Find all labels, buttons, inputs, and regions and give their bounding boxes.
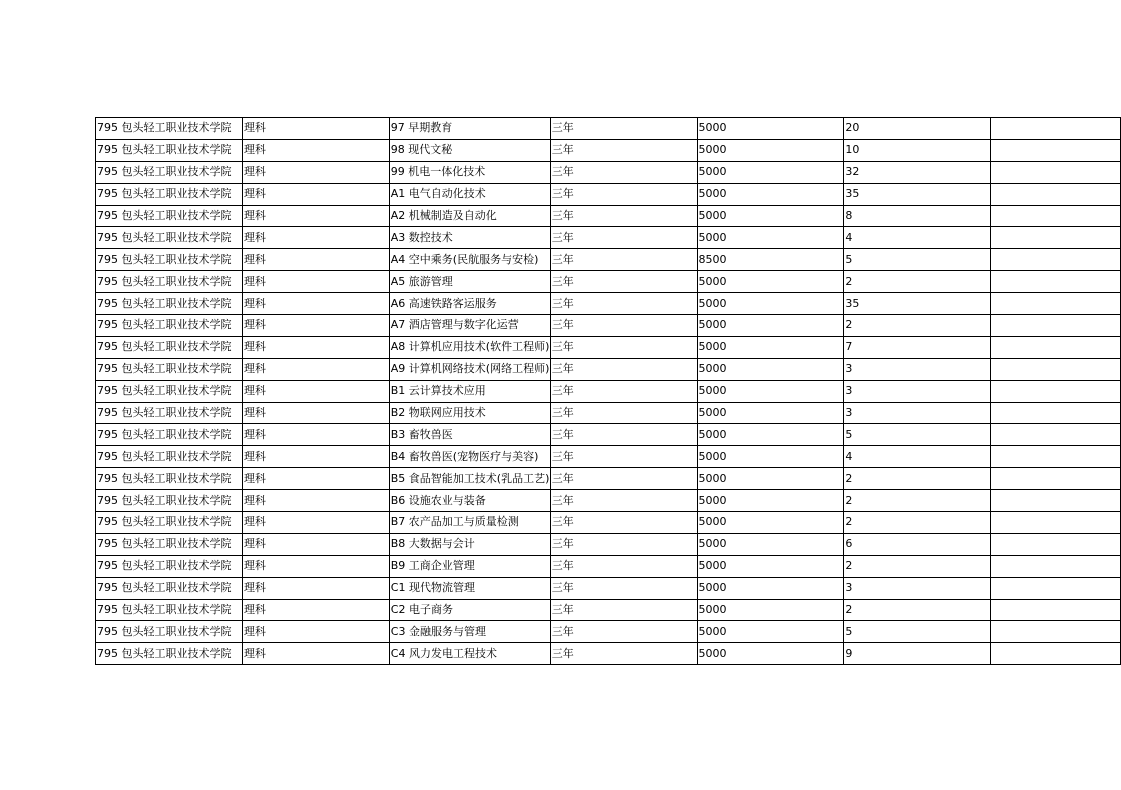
empty-cell xyxy=(991,249,1121,271)
table-row xyxy=(96,402,1121,424)
years-cell: 三年 xyxy=(550,227,697,249)
quota-cell: 20 xyxy=(844,118,991,140)
table-row xyxy=(96,446,1121,468)
quota-cell: 10 xyxy=(844,139,991,161)
years-cell: 三年 xyxy=(550,533,697,555)
category-cell: 理科 xyxy=(242,249,389,271)
category-cell: 理科 xyxy=(242,183,389,205)
table-row xyxy=(96,249,1121,271)
years-cell: 三年 xyxy=(550,380,697,402)
years-cell: 三年 xyxy=(550,205,697,227)
table-row xyxy=(96,293,1121,315)
quota-cell: 2 xyxy=(844,555,991,577)
school-cell: 795 包头轻工职业技术学院 xyxy=(96,336,243,358)
table-row xyxy=(96,577,1121,599)
table-row xyxy=(96,599,1121,621)
category-cell: 理科 xyxy=(242,621,389,643)
years-cell: 三年 xyxy=(550,424,697,446)
school-cell: 795 包头轻工职业技术学院 xyxy=(96,380,243,402)
fee-cell: 5000 xyxy=(697,139,844,161)
empty-cell xyxy=(991,161,1121,183)
category-cell: 理科 xyxy=(242,577,389,599)
fee-cell: 5000 xyxy=(697,402,844,424)
table-row xyxy=(96,380,1121,402)
school-cell: 795 包头轻工职业技术学院 xyxy=(96,555,243,577)
school-cell: 795 包头轻工职业技术学院 xyxy=(96,205,243,227)
major-cell: A5 旅游管理 xyxy=(389,271,550,293)
category-cell: 理科 xyxy=(242,271,389,293)
empty-cell xyxy=(991,490,1121,512)
empty-cell xyxy=(991,555,1121,577)
category-cell: 理科 xyxy=(242,380,389,402)
years-cell: 三年 xyxy=(550,577,697,599)
category-cell: 理科 xyxy=(242,533,389,555)
major-cell: A1 电气自动化技术 xyxy=(389,183,550,205)
quota-cell: 2 xyxy=(844,599,991,621)
fee-cell: 5000 xyxy=(697,118,844,140)
quota-cell: 9 xyxy=(844,643,991,665)
fee-cell: 5000 xyxy=(697,183,844,205)
fee-cell: 5000 xyxy=(697,358,844,380)
school-cell: 795 包头轻工职业技术学院 xyxy=(96,139,243,161)
empty-cell xyxy=(991,205,1121,227)
school-cell: 795 包头轻工职业技术学院 xyxy=(96,293,243,315)
fee-cell: 5000 xyxy=(697,227,844,249)
enrollment-table xyxy=(95,117,1121,665)
empty-cell xyxy=(991,446,1121,468)
major-cell: B6 设施农业与装备 xyxy=(389,490,550,512)
fee-cell: 5000 xyxy=(697,468,844,490)
years-cell: 三年 xyxy=(550,336,697,358)
fee-cell: 5000 xyxy=(697,577,844,599)
quota-cell: 5 xyxy=(844,424,991,446)
empty-cell xyxy=(991,643,1121,665)
table-row xyxy=(96,271,1121,293)
empty-cell xyxy=(991,271,1121,293)
quota-cell: 5 xyxy=(844,621,991,643)
quota-cell: 35 xyxy=(844,293,991,315)
empty-cell xyxy=(991,293,1121,315)
school-cell: 795 包头轻工职业技术学院 xyxy=(96,468,243,490)
major-cell: B3 畜牧兽医 xyxy=(389,424,550,446)
category-cell: 理科 xyxy=(242,512,389,534)
years-cell: 三年 xyxy=(550,183,697,205)
quota-cell: 3 xyxy=(844,380,991,402)
quota-cell: 8 xyxy=(844,205,991,227)
school-cell: 795 包头轻工职业技术学院 xyxy=(96,424,243,446)
school-cell: 795 包头轻工职业技术学院 xyxy=(96,599,243,621)
fee-cell: 5000 xyxy=(697,555,844,577)
school-cell: 795 包头轻工职业技术学院 xyxy=(96,183,243,205)
category-cell: 理科 xyxy=(242,555,389,577)
quota-cell: 3 xyxy=(844,577,991,599)
fee-cell: 5000 xyxy=(697,446,844,468)
table-row xyxy=(96,490,1121,512)
table-row xyxy=(96,315,1121,337)
category-cell: 理科 xyxy=(242,227,389,249)
quota-cell: 2 xyxy=(844,512,991,534)
major-cell: C3 金融服务与管理 xyxy=(389,621,550,643)
school-cell: 795 包头轻工职业技术学院 xyxy=(96,533,243,555)
major-cell: A3 数控技术 xyxy=(389,227,550,249)
table-row xyxy=(96,643,1121,665)
major-cell: C2 电子商务 xyxy=(389,599,550,621)
fee-cell: 5000 xyxy=(697,336,844,358)
major-cell: B5 食品智能加工技术(乳品工艺) xyxy=(389,468,550,490)
category-cell: 理科 xyxy=(242,402,389,424)
major-cell: A7 酒店管理与数字化运营 xyxy=(389,315,550,337)
quota-cell: 2 xyxy=(844,315,991,337)
fee-cell: 8500 xyxy=(697,249,844,271)
quota-cell: 5 xyxy=(844,249,991,271)
school-cell: 795 包头轻工职业技术学院 xyxy=(96,358,243,380)
years-cell: 三年 xyxy=(550,555,697,577)
major-cell: C1 现代物流管理 xyxy=(389,577,550,599)
major-cell: B9 工商企业管理 xyxy=(389,555,550,577)
major-cell: B1 云计算技术应用 xyxy=(389,380,550,402)
empty-cell xyxy=(991,139,1121,161)
major-cell: 98 现代文秘 xyxy=(389,139,550,161)
quota-cell: 4 xyxy=(844,446,991,468)
years-cell: 三年 xyxy=(550,161,697,183)
years-cell: 三年 xyxy=(550,402,697,424)
school-cell: 795 包头轻工职业技术学院 xyxy=(96,315,243,337)
category-cell: 理科 xyxy=(242,358,389,380)
school-cell: 795 包头轻工职业技术学院 xyxy=(96,621,243,643)
table-row xyxy=(96,424,1121,446)
years-cell: 三年 xyxy=(550,468,697,490)
empty-cell xyxy=(991,512,1121,534)
years-cell: 三年 xyxy=(550,271,697,293)
empty-cell xyxy=(991,424,1121,446)
fee-cell: 5000 xyxy=(697,643,844,665)
years-cell: 三年 xyxy=(550,118,697,140)
school-cell: 795 包头轻工职业技术学院 xyxy=(96,490,243,512)
quota-cell: 3 xyxy=(844,402,991,424)
empty-cell xyxy=(991,315,1121,337)
major-cell: C4 风力发电工程技术 xyxy=(389,643,550,665)
table-row xyxy=(96,336,1121,358)
category-cell: 理科 xyxy=(242,468,389,490)
table-body xyxy=(96,118,1121,665)
table-row xyxy=(96,358,1121,380)
table-row xyxy=(96,118,1121,140)
category-cell: 理科 xyxy=(242,139,389,161)
fee-cell: 5000 xyxy=(697,512,844,534)
years-cell: 三年 xyxy=(550,293,697,315)
major-cell: A2 机械制造及自动化 xyxy=(389,205,550,227)
table-row xyxy=(96,205,1121,227)
empty-cell xyxy=(991,468,1121,490)
school-cell: 795 包头轻工职业技术学院 xyxy=(96,271,243,293)
empty-cell xyxy=(991,336,1121,358)
major-cell: 99 机电一体化技术 xyxy=(389,161,550,183)
quota-cell: 3 xyxy=(844,358,991,380)
years-cell: 三年 xyxy=(550,358,697,380)
table-row xyxy=(96,555,1121,577)
table-row xyxy=(96,161,1121,183)
table-row xyxy=(96,512,1121,534)
table-row xyxy=(96,621,1121,643)
fee-cell: 5000 xyxy=(697,271,844,293)
category-cell: 理科 xyxy=(242,118,389,140)
category-cell: 理科 xyxy=(242,293,389,315)
major-cell: A9 计算机网络技术(网络工程师) xyxy=(389,358,550,380)
fee-cell: 5000 xyxy=(697,161,844,183)
quota-cell: 35 xyxy=(844,183,991,205)
empty-cell xyxy=(991,402,1121,424)
category-cell: 理科 xyxy=(242,424,389,446)
quota-cell: 2 xyxy=(844,468,991,490)
category-cell: 理科 xyxy=(242,205,389,227)
quota-cell: 7 xyxy=(844,336,991,358)
school-cell: 795 包头轻工职业技术学院 xyxy=(96,227,243,249)
fee-cell: 5000 xyxy=(697,424,844,446)
school-cell: 795 包头轻工职业技术学院 xyxy=(96,161,243,183)
school-cell: 795 包头轻工职业技术学院 xyxy=(96,402,243,424)
table-row xyxy=(96,533,1121,555)
major-cell: B4 畜牧兽医(宠物医疗与美容) xyxy=(389,446,550,468)
fee-cell: 5000 xyxy=(697,293,844,315)
fee-cell: 5000 xyxy=(697,205,844,227)
fee-cell: 5000 xyxy=(697,621,844,643)
years-cell: 三年 xyxy=(550,643,697,665)
school-cell: 795 包头轻工职业技术学院 xyxy=(96,577,243,599)
quota-cell: 4 xyxy=(844,227,991,249)
major-cell: B2 物联网应用技术 xyxy=(389,402,550,424)
empty-cell xyxy=(991,533,1121,555)
school-cell: 795 包头轻工职业技术学院 xyxy=(96,249,243,271)
fee-cell: 5000 xyxy=(697,380,844,402)
school-cell: 795 包头轻工职业技术学院 xyxy=(96,512,243,534)
major-cell: A6 高速铁路客运服务 xyxy=(389,293,550,315)
years-cell: 三年 xyxy=(550,249,697,271)
empty-cell xyxy=(991,118,1121,140)
school-cell: 795 包头轻工职业技术学院 xyxy=(96,118,243,140)
quota-cell: 2 xyxy=(844,490,991,512)
years-cell: 三年 xyxy=(550,315,697,337)
years-cell: 三年 xyxy=(550,599,697,621)
category-cell: 理科 xyxy=(242,643,389,665)
empty-cell xyxy=(991,621,1121,643)
category-cell: 理科 xyxy=(242,161,389,183)
quota-cell: 6 xyxy=(844,533,991,555)
years-cell: 三年 xyxy=(550,621,697,643)
category-cell: 理科 xyxy=(242,336,389,358)
years-cell: 三年 xyxy=(550,139,697,161)
fee-cell: 5000 xyxy=(697,315,844,337)
school-cell: 795 包头轻工职业技术学院 xyxy=(96,643,243,665)
years-cell: 三年 xyxy=(550,512,697,534)
empty-cell xyxy=(991,599,1121,621)
empty-cell xyxy=(991,227,1121,249)
empty-cell xyxy=(991,358,1121,380)
empty-cell xyxy=(991,183,1121,205)
fee-cell: 5000 xyxy=(697,599,844,621)
major-cell: 97 早期教育 xyxy=(389,118,550,140)
empty-cell xyxy=(991,380,1121,402)
category-cell: 理科 xyxy=(242,599,389,621)
major-cell: B7 农产品加工与质量检测 xyxy=(389,512,550,534)
quota-cell: 2 xyxy=(844,271,991,293)
fee-cell: 5000 xyxy=(697,533,844,555)
category-cell: 理科 xyxy=(242,446,389,468)
fee-cell: 5000 xyxy=(697,490,844,512)
table-row xyxy=(96,468,1121,490)
quota-cell: 32 xyxy=(844,161,991,183)
years-cell: 三年 xyxy=(550,490,697,512)
empty-cell xyxy=(991,577,1121,599)
table-row xyxy=(96,183,1121,205)
category-cell: 理科 xyxy=(242,490,389,512)
school-cell: 795 包头轻工职业技术学院 xyxy=(96,446,243,468)
major-cell: A8 计算机应用技术(软件工程师) xyxy=(389,336,550,358)
major-cell: A4 空中乘务(民航服务与安检) xyxy=(389,249,550,271)
years-cell: 三年 xyxy=(550,446,697,468)
category-cell: 理科 xyxy=(242,315,389,337)
table-row xyxy=(96,227,1121,249)
major-cell: B8 大数据与会计 xyxy=(389,533,550,555)
table-row xyxy=(96,139,1121,161)
